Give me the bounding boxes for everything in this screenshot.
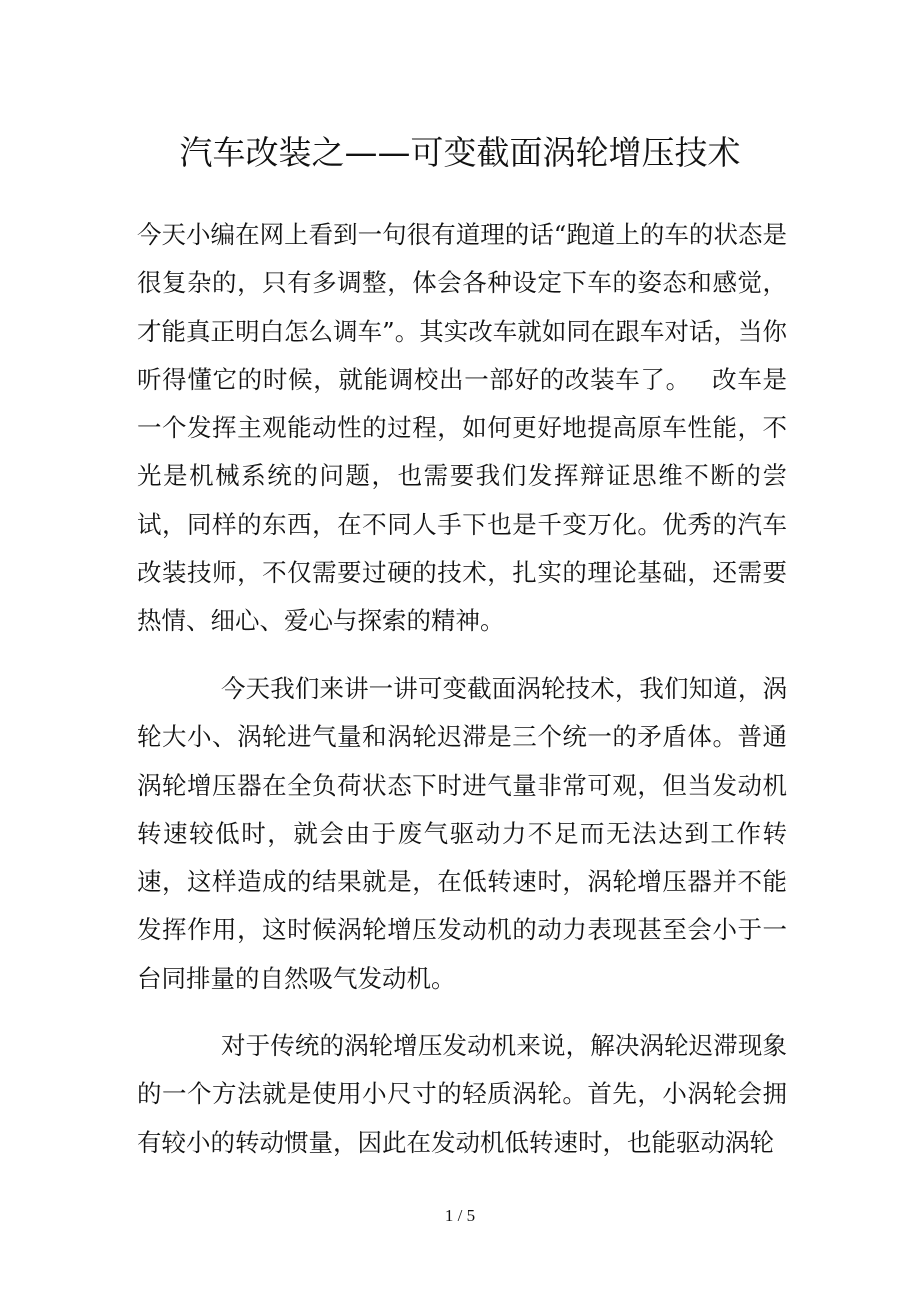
- paragraph-turbo-lag: 对于传统的涡轮增压发动机来说，解决涡轮迟滞现象的一个方法就是使用小尺寸的轻质涡轮。首先，小涡轮会拥有较小的转动惯量，因此在发动机低转速时，也能驱动涡轮: [137, 1031, 787, 1157]
- page-number: 1 / 5: [444, 1206, 476, 1225]
- page-title: 汽车改装之——可变截面涡轮增压技术: [179, 133, 741, 172]
- paragraph-intro: 今天小编在网上看到一句很有道理的话“跑道上的车的状态是很复杂的，只有多调整，体会各种设定下车的姿态和感觉，才能真正明白怎么调车”。其实改车就如同在跟车对话，当你听得懂它的时候，就能调校出一部好的改装车了。 改车是一个发挥主观能动性的过程，如何更好地提高原车性能，不光是机械系统的问题，也需要我们发挥辩证思维不断的尝试，同样的东西，在不同人手下也是千变万化。优秀的汽车改装技师，不仅需要过硬的技术，扎实的理论基础，还需要热情、细心、爱心与探索的精神。: [137, 220, 787, 636]
- paragraph-vgt-intro: 今天我们来讲一讲可变截面涡轮技术，我们知道，涡轮大小、涡轮进气量和涡轮迟滞是三个统一的矛盾体。普通涡轮增压器在全负荷状态下时进气量非常可观，但当发动机转速较低时，就会由于废气驱动力不足而无法达到工作转速，这样造成的结果就是，在低转速时，涡轮增压器并不能发挥作用，这时候涡轮增压发动机的动力表现甚至会小于一台同排量的自然吸气发动机。: [137, 674, 787, 993]
